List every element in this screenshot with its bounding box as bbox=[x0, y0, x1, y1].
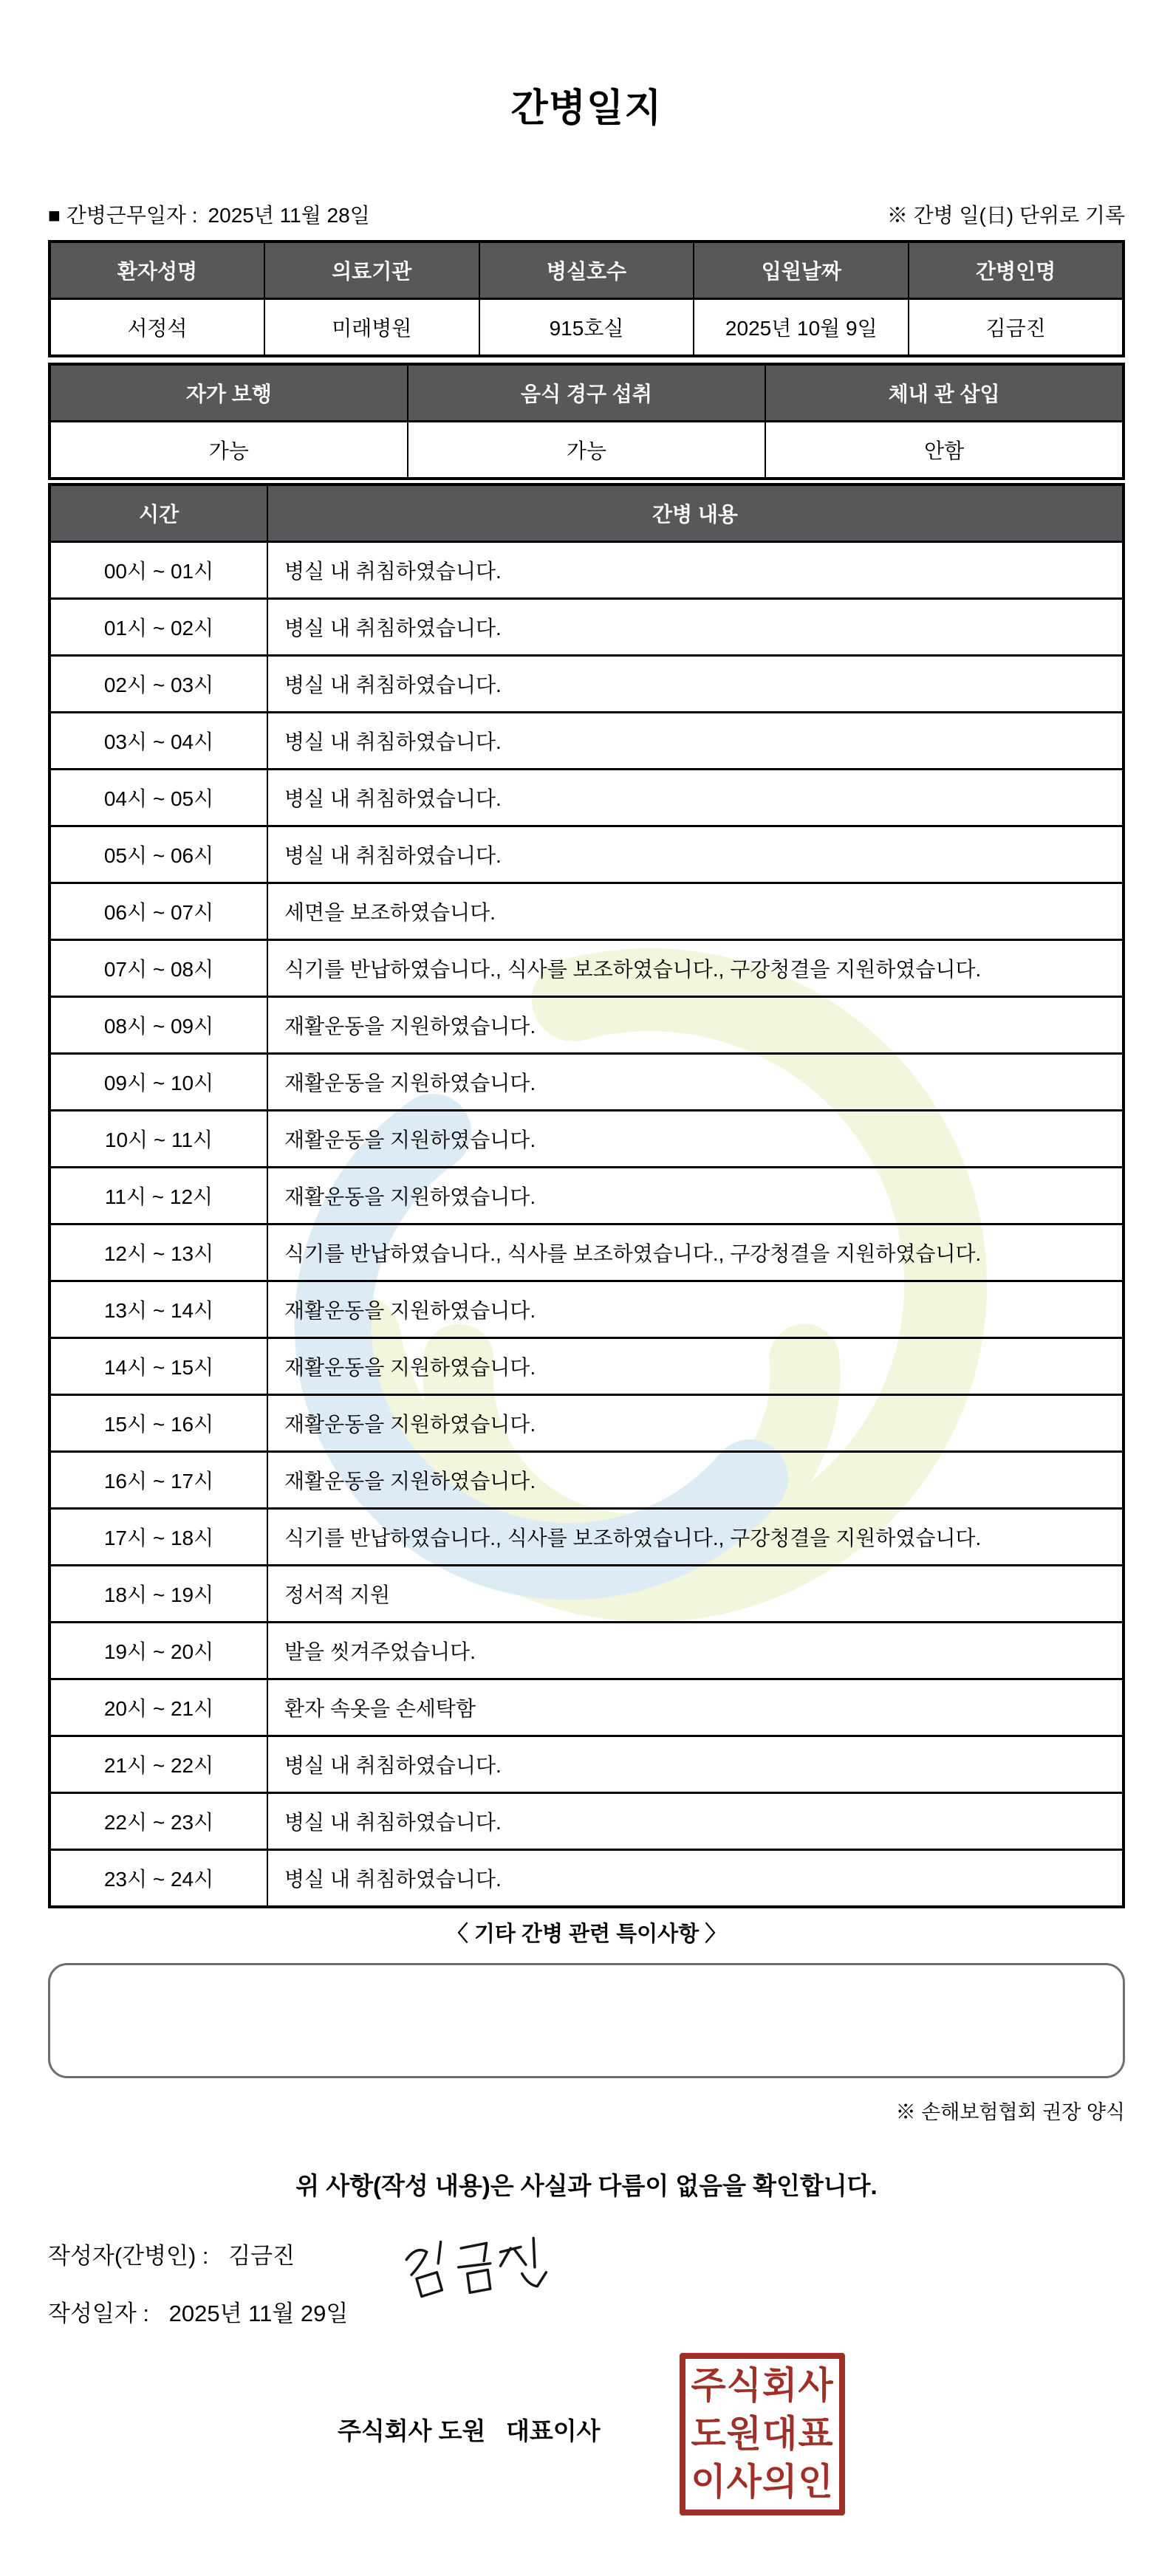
care-content-cell: 병실 내 취침하였습니다. bbox=[267, 1736, 1124, 1793]
status-header-cell: 음식 경구 섭취 bbox=[408, 364, 766, 422]
writer-name: 김금진 bbox=[228, 2243, 295, 2269]
care-time-cell: 04시 ~ 05시 bbox=[49, 770, 267, 826]
patient-header-cell: 입원날짜 bbox=[694, 242, 909, 299]
care-time-cell: 23시 ~ 24시 bbox=[49, 1850, 267, 1908]
care-row bbox=[49, 1224, 1124, 1281]
care-row bbox=[49, 1509, 1124, 1566]
care-time-cell: 22시 ~ 23시 bbox=[49, 1793, 267, 1850]
care-time-cell: 15시 ~ 16시 bbox=[49, 1395, 267, 1452]
care-content-cell: 병실 내 취침하였습니다. bbox=[267, 599, 1124, 656]
care-time-cell: 00시 ~ 01시 bbox=[49, 542, 267, 599]
work-date-row bbox=[48, 203, 1125, 228]
care-time-cell: 06시 ~ 07시 bbox=[49, 883, 267, 940]
status-value-cell: 안함 bbox=[765, 422, 1124, 479]
care-content-cell: 병실 내 취침하였습니다. bbox=[267, 1850, 1124, 1908]
patient-value-row bbox=[49, 299, 1124, 357]
patient-value-cell: 2025년 10월 9일 bbox=[694, 299, 909, 357]
corporate-seal-stamp bbox=[680, 2353, 845, 2515]
care-row bbox=[49, 770, 1124, 826]
written-date-label: 작성일자 : bbox=[48, 2301, 150, 2326]
seal-text-line: 이사의인 bbox=[691, 2462, 834, 2503]
care-row bbox=[49, 1395, 1124, 1452]
patient-header-cell: 환자성명 bbox=[49, 242, 264, 299]
care-content-cell: 재활운동을 지원하였습니다. bbox=[267, 1281, 1124, 1338]
care-header-row bbox=[49, 484, 1124, 542]
care-time-cell: 19시 ~ 20시 bbox=[49, 1623, 267, 1679]
care-time-cell: 20시 ~ 21시 bbox=[49, 1679, 267, 1736]
care-time-cell: 01시 ~ 02시 bbox=[49, 599, 267, 656]
written-date-value: 2025년 11월 29일 bbox=[168, 2301, 349, 2326]
care-schedule-table bbox=[48, 483, 1125, 1908]
care-content-cell: 식기를 반납하였습니다., 식사를 보조하였습니다., 구강청결을 지원하였습니다. bbox=[267, 940, 1124, 997]
care-time-cell: 17시 ~ 18시 bbox=[49, 1509, 267, 1566]
patient-value-cell: 미래병원 bbox=[264, 299, 479, 357]
care-row bbox=[49, 1111, 1124, 1168]
writer-label: 작성자(간병인) : bbox=[48, 2243, 209, 2269]
care-time-cell: 11시 ~ 12시 bbox=[49, 1168, 267, 1224]
patient-status-table bbox=[48, 363, 1125, 480]
care-content-header: 간병 내용 bbox=[267, 484, 1124, 542]
status-header-cell: 체내 관 삽입 bbox=[765, 364, 1124, 422]
care-time-cell: 21시 ~ 22시 bbox=[49, 1736, 267, 1793]
care-content-cell: 재활운동을 지원하였습니다. bbox=[267, 1111, 1124, 1168]
care-row bbox=[49, 1679, 1124, 1736]
seal-text-line: 주식회사 bbox=[691, 2366, 834, 2407]
care-row bbox=[49, 997, 1124, 1054]
care-content-cell: 재활운동을 지원하였습니다. bbox=[267, 1395, 1124, 1452]
care-content-cell: 식기를 반납하였습니다., 식사를 보조하였습니다., 구강청결을 지원하였습니다. bbox=[267, 1509, 1124, 1566]
page-title: 간병일지 bbox=[510, 87, 663, 130]
care-content-cell: 병실 내 취침하였습니다. bbox=[267, 826, 1124, 883]
seal-text-line: 도원대표 bbox=[691, 2414, 834, 2455]
care-content-cell: 재활운동을 지원하였습니다. bbox=[267, 1452, 1124, 1509]
care-content-cell: 병실 내 취침하였습니다. bbox=[267, 656, 1124, 713]
care-row bbox=[49, 542, 1124, 599]
written-date-row bbox=[48, 2300, 1125, 2328]
care-time-cell: 09시 ~ 10시 bbox=[49, 1054, 267, 1111]
unit-note: ※ 간병 일(日) 단위로 기록 bbox=[886, 204, 1125, 227]
care-time-cell: 13시 ~ 14시 bbox=[49, 1281, 267, 1338]
patient-value-cell: 김금진 bbox=[909, 299, 1124, 357]
care-time-cell: 18시 ~ 19시 bbox=[49, 1566, 267, 1623]
patient-header-cell: 의료기관 bbox=[264, 242, 479, 299]
care-content-cell: 병실 내 취침하였습니다. bbox=[267, 770, 1124, 826]
care-row bbox=[49, 826, 1124, 883]
care-content-cell: 정서적 지원 bbox=[267, 1566, 1124, 1623]
patient-header-cell: 간병인명 bbox=[909, 242, 1124, 299]
care-row bbox=[49, 1793, 1124, 1850]
care-row bbox=[49, 1566, 1124, 1623]
patient-header-cell: 병실호수 bbox=[479, 242, 694, 299]
care-content-cell: 재활운동을 지원하였습니다. bbox=[267, 997, 1124, 1054]
care-time-cell: 05시 ~ 06시 bbox=[49, 826, 267, 883]
care-time-cell: 12시 ~ 13시 bbox=[49, 1224, 267, 1281]
care-content-cell: 환자 속옷을 손세탁함 bbox=[267, 1679, 1124, 1736]
work-date-label: ■ 간병근무일자 : bbox=[48, 204, 198, 227]
care-row bbox=[49, 599, 1124, 656]
form-note: ※ 손해보험협회 권장 양식 bbox=[895, 2101, 1125, 2123]
writer-row bbox=[48, 2242, 1125, 2270]
care-content-cell: 재활운동을 지원하였습니다. bbox=[267, 1168, 1124, 1224]
care-content-cell: 재활운동을 지원하였습니다. bbox=[267, 1054, 1124, 1111]
status-header-cell: 자가 보행 bbox=[49, 364, 408, 422]
care-content-cell: 병실 내 취침하였습니다. bbox=[267, 713, 1124, 770]
care-time-header: 시간 bbox=[49, 484, 267, 542]
care-row bbox=[49, 713, 1124, 770]
care-row bbox=[49, 1281, 1124, 1338]
patient-value-cell: 915호실 bbox=[479, 299, 694, 357]
work-date-value: 2025년 11월 28일 bbox=[208, 204, 370, 227]
status-value-row bbox=[49, 422, 1124, 479]
patient-info-table bbox=[48, 240, 1125, 357]
care-row bbox=[49, 1623, 1124, 1679]
care-time-cell: 14시 ~ 15시 bbox=[49, 1338, 267, 1395]
status-value-cell: 가능 bbox=[49, 422, 408, 479]
care-content-cell: 병실 내 취침하였습니다. bbox=[267, 1793, 1124, 1850]
notes-box bbox=[48, 1963, 1125, 2078]
care-row bbox=[49, 1736, 1124, 1793]
company-line: 주식회사 도원 대표이사 bbox=[338, 2417, 601, 2445]
care-time-cell: 08시 ~ 09시 bbox=[49, 997, 267, 1054]
care-content-cell: 식기를 반납하였습니다., 식사를 보조하였습니다., 구강청결을 지원하였습니다. bbox=[267, 1224, 1124, 1281]
care-row bbox=[49, 1168, 1124, 1224]
notes-heading: 〈 기타 간병 관련 특이사항 〉 bbox=[446, 1922, 727, 1946]
care-content-cell: 재활운동을 지원하였습니다. bbox=[267, 1338, 1124, 1395]
patient-value-cell: 서정석 bbox=[49, 299, 264, 357]
status-header-row bbox=[49, 364, 1124, 422]
patient-header-row bbox=[49, 242, 1124, 299]
care-row bbox=[49, 1054, 1124, 1111]
care-content-cell: 병실 내 취침하였습니다. bbox=[267, 542, 1124, 599]
care-time-cell: 07시 ~ 08시 bbox=[49, 940, 267, 997]
care-row bbox=[49, 1338, 1124, 1395]
status-value-cell: 가능 bbox=[408, 422, 766, 479]
care-time-cell: 16시 ~ 17시 bbox=[49, 1452, 267, 1509]
care-row bbox=[49, 1850, 1124, 1908]
care-row bbox=[49, 656, 1124, 713]
confirmation-statement: 위 사항(작성 내용)은 사실과 다름이 없음을 확인합니다. bbox=[295, 2172, 878, 2199]
care-row bbox=[49, 883, 1124, 940]
care-content-cell: 발을 씻겨주었습니다. bbox=[267, 1623, 1124, 1679]
care-time-cell: 03시 ~ 04시 bbox=[49, 713, 267, 770]
care-time-cell: 02시 ~ 03시 bbox=[49, 656, 267, 713]
care-row bbox=[49, 1452, 1124, 1509]
care-time-cell: 10시 ~ 11시 bbox=[49, 1111, 267, 1168]
care-table-body bbox=[49, 542, 1124, 1908]
care-row bbox=[49, 940, 1124, 997]
caregiver-signature bbox=[394, 2226, 553, 2303]
care-content-cell: 세면을 보조하였습니다. bbox=[267, 883, 1124, 940]
